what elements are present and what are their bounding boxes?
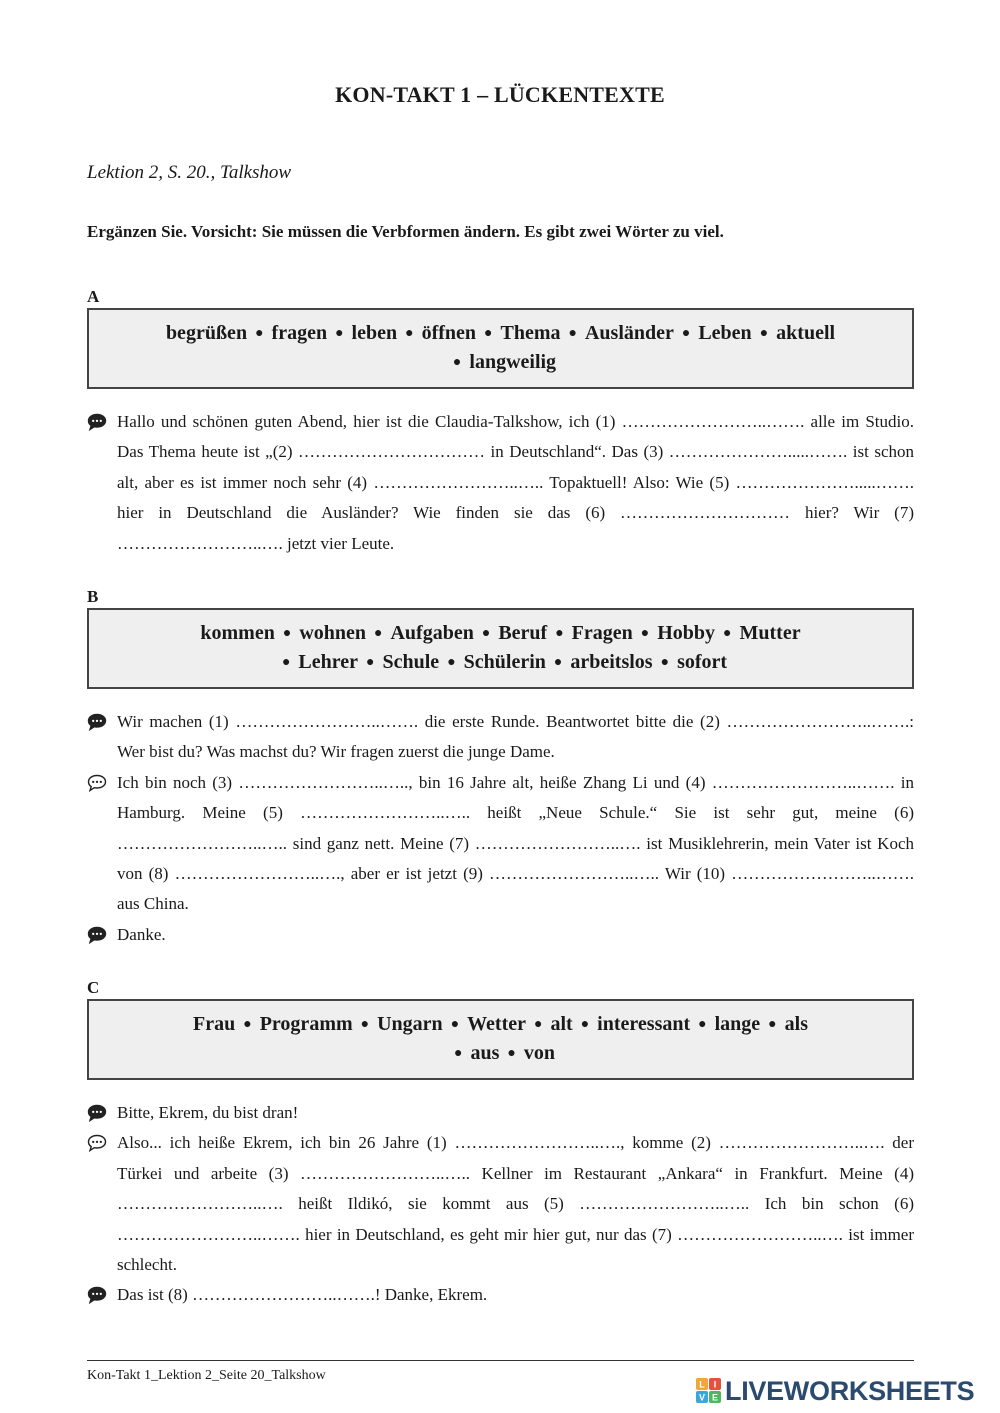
- dialog-turn: [87, 707, 914, 768]
- footer-text: Kon-Takt 1_Lektion 2_Seite 20_Talkshow: [87, 1368, 326, 1383]
- word-bank-item: aus: [470, 1042, 500, 1064]
- word-bank: [87, 608, 914, 689]
- svg-text:V: V: [698, 1392, 706, 1403]
- dialog-turn: [87, 768, 914, 920]
- word-bank-item: Leben: [698, 322, 752, 344]
- dialog-text: Danke.: [117, 924, 166, 944]
- word-bank-item: leben: [351, 322, 398, 344]
- lesson-reference: Lektion 2, S. 20., Talkshow: [87, 162, 292, 183]
- dialog-turn: [87, 920, 914, 950]
- word-bank-item: wohnen: [299, 622, 367, 644]
- host-icon: [87, 926, 107, 944]
- word-separator: ●: [281, 655, 291, 670]
- word-separator: ●: [484, 326, 493, 341]
- word-bank-item: lange: [714, 1013, 761, 1035]
- liveworksheets-logo-icon: [696, 1378, 722, 1404]
- host-icon: [87, 713, 107, 731]
- dialog: [87, 407, 914, 559]
- word-separator: ●: [698, 1017, 707, 1032]
- word-bank-item: als: [784, 1013, 808, 1035]
- dialog-turn: [87, 1128, 914, 1280]
- word-separator: ●: [360, 1017, 370, 1032]
- host-icon: [87, 1104, 107, 1122]
- word-bank-item: Ungarn: [377, 1013, 443, 1035]
- word-bank-item: Ausländer: [584, 322, 674, 344]
- svg-text:I: I: [713, 1379, 717, 1390]
- page-title: KON-TAKT 1 – LÜCKENTEXTE: [335, 82, 665, 107]
- dialog: [87, 707, 914, 950]
- dialog-text: Also... ich heiße Ekrem, ich bin 26 Jahre (1) ……………………..…., komme (2) ……………………..…. der Türkei und arbeite (3) ……………………..….. Kellner im Restaurant „Ankara“ in Frankfurt. Meine (4) ……………………..…. heißt Ildikó, sie kommt aus (5) ……………………..….. Ich bin schon (6) ……………………..……. hier in Deutschland, es geht mir hier gut, nur das (7) ……………………..…. ist immer schlecht.: [117, 1133, 914, 1275]
- word-separator: ●: [335, 326, 344, 341]
- word-separator: ●: [768, 1017, 777, 1032]
- word-separator: ●: [405, 326, 414, 341]
- word-separator: ●: [255, 326, 264, 341]
- word-separator: ●: [568, 326, 577, 341]
- word-bank-item: Mutter: [739, 622, 801, 644]
- word-separator: ●: [534, 1017, 543, 1032]
- host-icon: [87, 1286, 107, 1304]
- word-separator: ●: [640, 626, 650, 641]
- word-separator: ●: [553, 655, 563, 670]
- host-icon: [87, 413, 107, 431]
- instruction-text: Ergänzen Sie. Vorsicht: Sie müssen die Verbformen ändern. Es gibt zwei Wörter zu viel.: [87, 222, 724, 241]
- word-separator: ●: [580, 1017, 590, 1032]
- word-separator: ●: [447, 655, 456, 670]
- guest-icon: [87, 774, 107, 792]
- word-bank: [87, 999, 914, 1080]
- word-bank-item: Frau: [193, 1013, 236, 1035]
- word-separator: ●: [374, 626, 383, 641]
- word-bank-item: öffnen: [421, 322, 477, 344]
- liveworksheets-brand[interactable]: [696, 1376, 974, 1406]
- word-separator: ●: [507, 1046, 516, 1061]
- dialog-turn: [87, 407, 914, 559]
- dialog-text: Hallo und schönen guten Abend, hier ist die Claudia-Talkshow, ich (1) ……………………..……. alle im Studio. Das Thema heute ist „(2) …………………………… in Deutschland“. Das (3) ………………….....……. ist schon alt, aber es ist immer noch sehr (4) ……………………..….. Topaktuell! Also: Wie (5) ………………….....……. hier in Deutschland die Ausländer? Wie finden sie das (6) ………………………… hier? Wir (7) ……………………..…. jetzt vier Leute.: [117, 412, 914, 553]
- footer-divider: [87, 1360, 914, 1361]
- word-bank-item: aktuell: [776, 322, 836, 344]
- word-bank-item: Programm: [259, 1013, 353, 1035]
- word-bank-item: sofort: [677, 651, 728, 673]
- svg-text:E: E: [711, 1392, 719, 1403]
- word-bank-item: Fragen: [571, 622, 633, 644]
- dialog: [87, 1098, 914, 1311]
- word-separator: ●: [282, 626, 292, 641]
- word-separator: ●: [723, 626, 732, 641]
- word-bank-item: Thema: [500, 322, 561, 344]
- word-separator: ●: [454, 1046, 463, 1061]
- word-bank-item: Schule: [382, 651, 440, 673]
- section-letter: A: [87, 287, 100, 306]
- section-b: [87, 586, 914, 950]
- section-c: [87, 977, 914, 1311]
- word-bank-item: Schülerin: [463, 651, 546, 673]
- word-bank-item: von: [523, 1042, 555, 1064]
- word-separator: ●: [243, 1017, 252, 1032]
- dialog-text: Das ist (8) ……………………..…….! Danke, Ekrem.: [117, 1285, 488, 1305]
- word-separator: ●: [759, 326, 769, 341]
- word-bank-item: Aufgaben: [390, 622, 474, 644]
- word-bank-item: fragen: [271, 322, 328, 344]
- word-bank-item: Wetter: [467, 1013, 527, 1035]
- svg-text:L: L: [699, 1379, 705, 1390]
- brand-name: LIVEWORKSHEETS: [725, 1375, 975, 1406]
- word-bank-item: kommen: [200, 622, 275, 644]
- section-letter: B: [87, 587, 99, 606]
- section-letter: C: [87, 978, 100, 997]
- word-separator: ●: [452, 355, 462, 370]
- word-bank: [87, 308, 914, 389]
- word-bank-item: Lehrer: [298, 651, 359, 673]
- dialog-turn: [87, 1098, 914, 1128]
- word-bank-item: begrüßen: [165, 322, 248, 344]
- word-bank-item: Hobby: [657, 622, 716, 644]
- word-separator: ●: [555, 626, 564, 641]
- guest-icon: [87, 1134, 107, 1152]
- word-separator: ●: [681, 326, 691, 341]
- word-bank-item: interessant: [597, 1013, 691, 1035]
- word-separator: ●: [660, 655, 670, 670]
- word-bank-item: alt: [550, 1013, 573, 1035]
- word-bank-item: Beruf: [498, 622, 548, 644]
- dialog-text: Wir machen (1) ……………………..……. die erste Runde. Beantwortet bitte die (2) ……………………..…….: Wer bist du? Was machst du? Wir fragen zuerst die junge Dame.: [117, 712, 914, 762]
- word-separator: ●: [366, 655, 375, 670]
- dialog-text: Ich bin noch (3) ……………………..….., bin 16 Jahre alt, heiße Zhang Li und (4) ……………………..……. in Hamburg. Meine (5) ……………………..….. heißt „Neue Schule.“ Sie ist sehr gut, meine (6) ……………………..….. sind ganz nett. Meine (7) ……………………..…. ist Musiklehrerin, mein Vater ist Koch von (8) ……………………..…., aber er ist jetzt (9) ……………………..….. Wir (10) ……………………..……. aus China.: [117, 772, 914, 914]
- dialog-text: Bitte, Ekrem, du bist dran!: [117, 1103, 299, 1122]
- section-a: [87, 286, 914, 559]
- word-separator: ●: [450, 1017, 460, 1032]
- dialog-turn: [87, 1280, 914, 1310]
- word-bank-item: langweilig: [469, 351, 557, 373]
- word-bank-item: arbeitslos: [570, 651, 653, 673]
- word-separator: ●: [481, 626, 491, 641]
